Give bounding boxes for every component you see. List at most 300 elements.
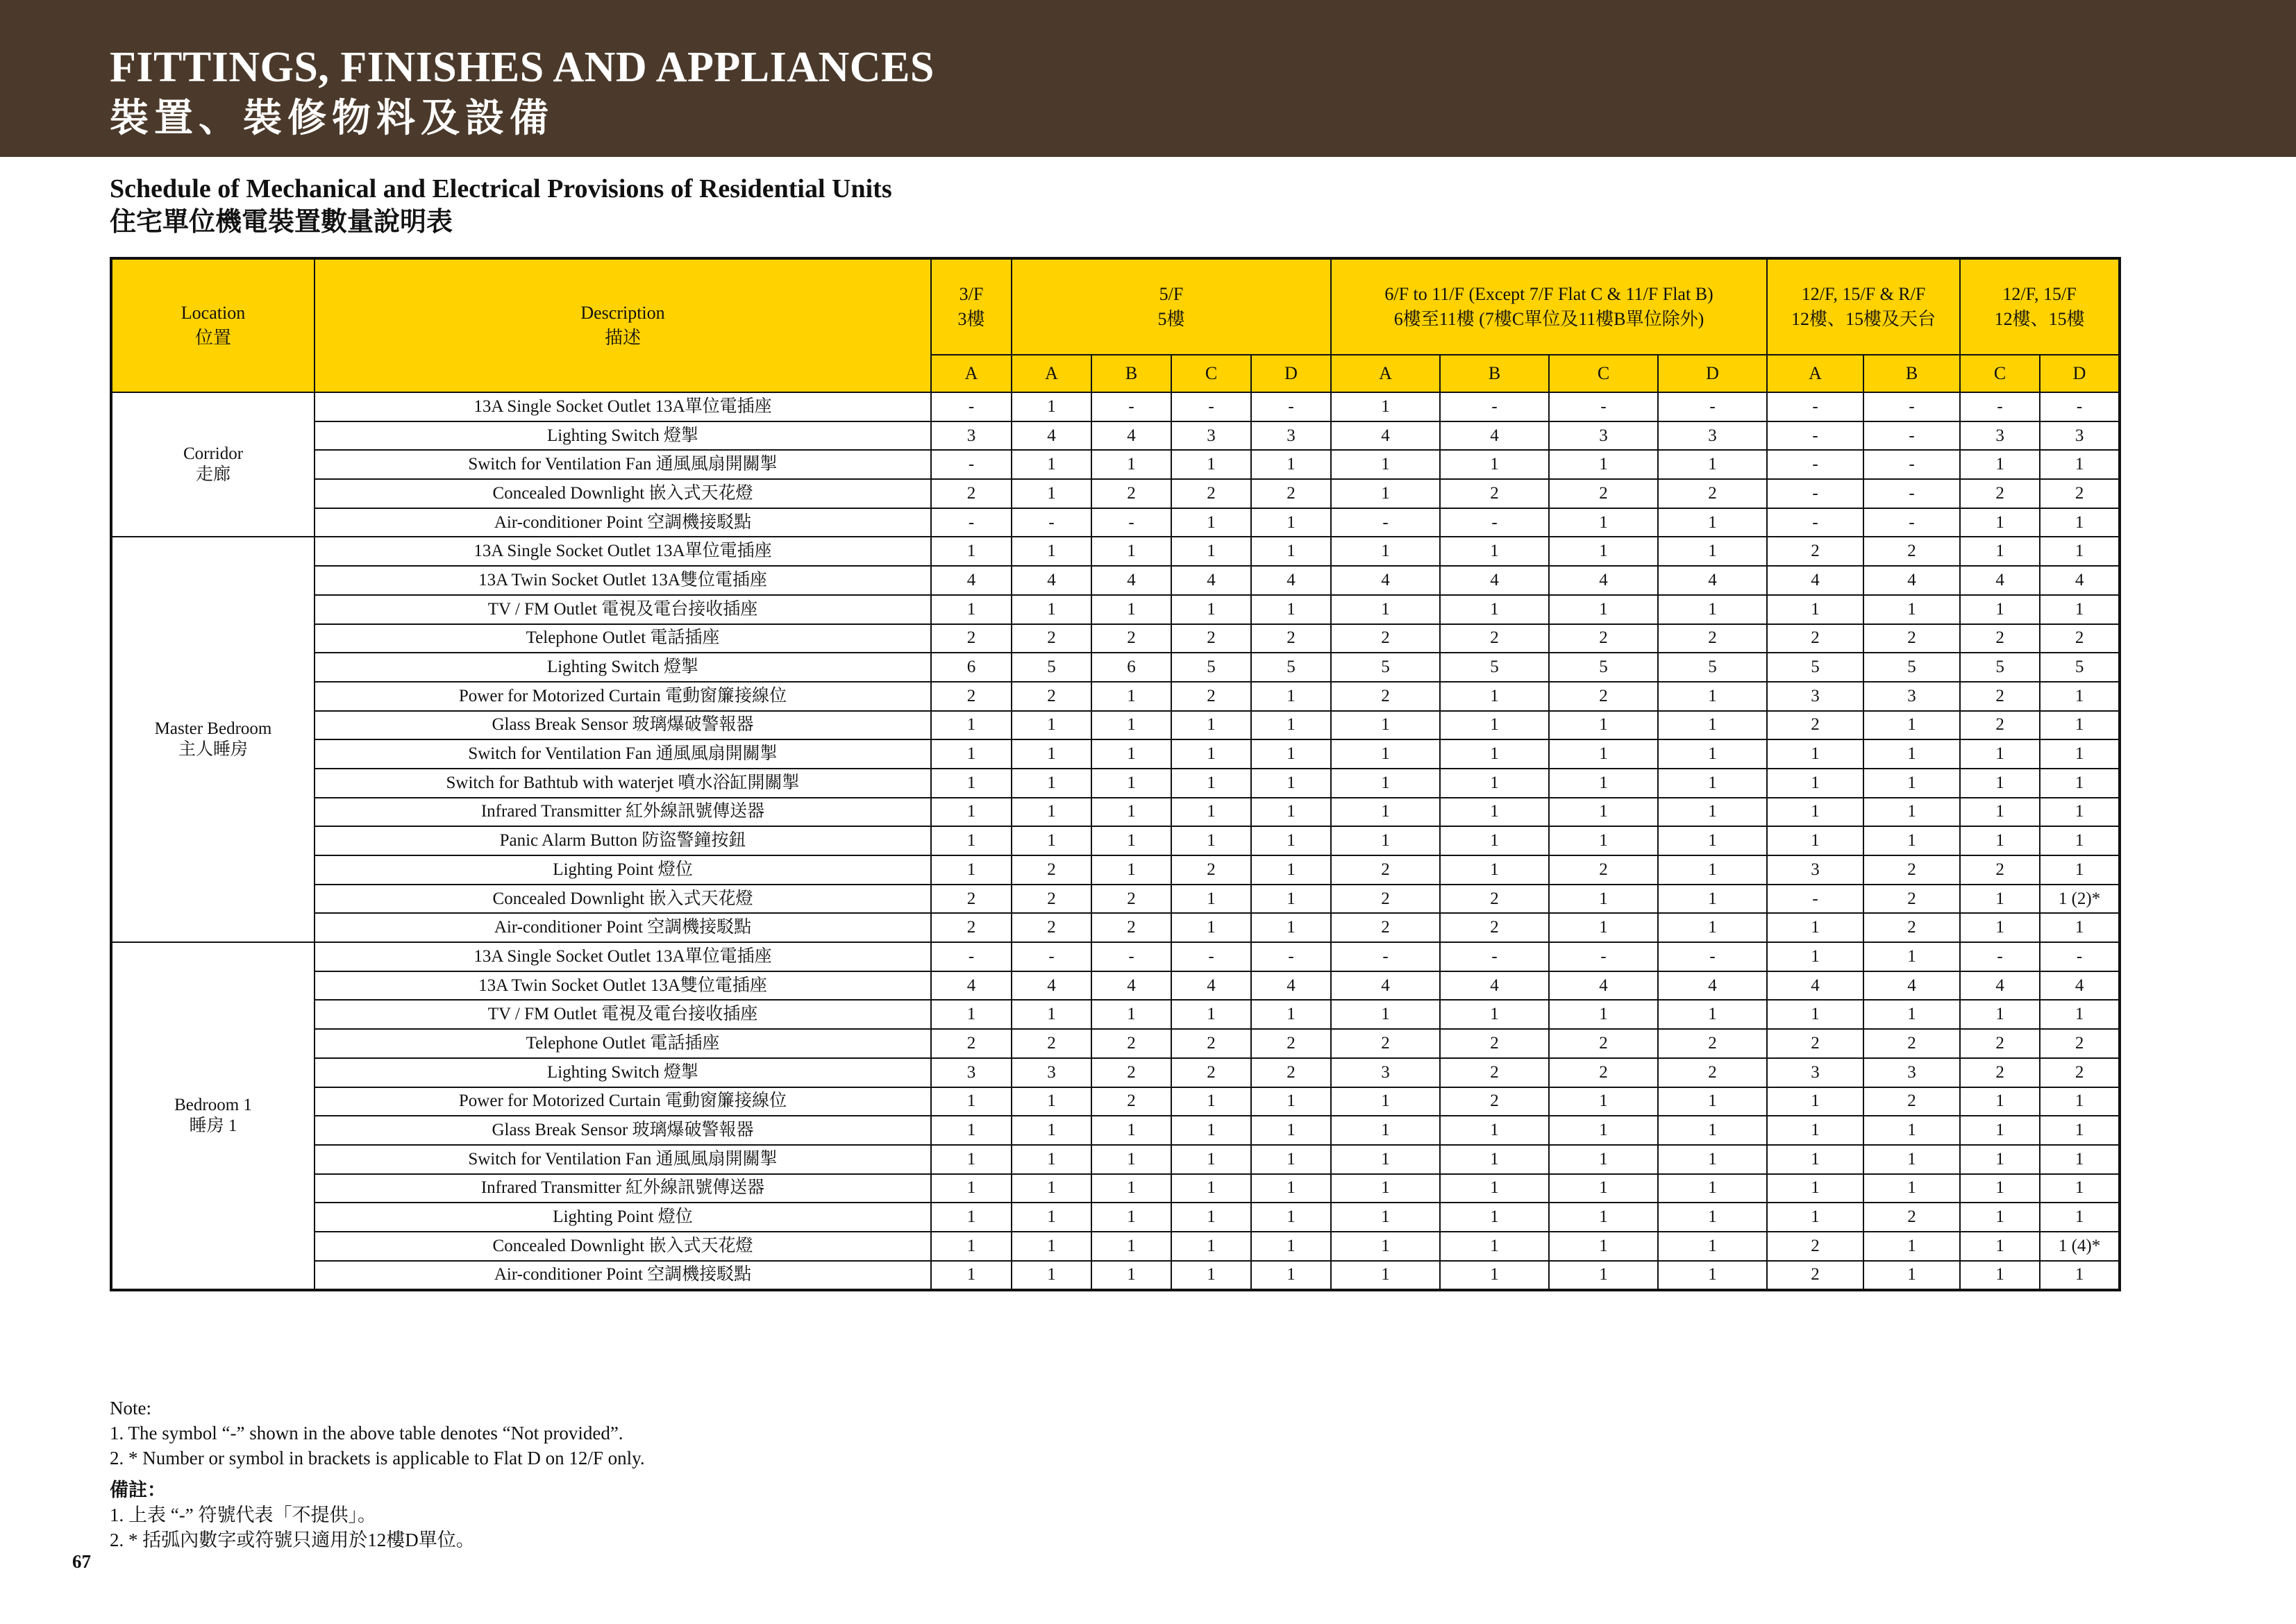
value-cell: 1 xyxy=(931,826,1012,855)
value-cell: 1 xyxy=(1251,1203,1331,1232)
value-cell: - xyxy=(1767,392,1863,421)
value-cell: 1 xyxy=(1658,450,1767,479)
value-cell: 4 xyxy=(1331,421,1440,451)
value-cell: 3 xyxy=(1549,421,1658,451)
value-cell: 2 xyxy=(1171,1029,1251,1058)
value-cell: 1 xyxy=(1863,798,1960,827)
value-cell: 1 xyxy=(1440,1261,1549,1291)
value-cell: 1 xyxy=(1251,595,1331,624)
value-cell: 1 xyxy=(1658,595,1767,624)
value-cell: 1 xyxy=(1767,826,1863,855)
value-cell: 1 xyxy=(1863,826,1960,855)
value-cell: 1 xyxy=(931,798,1012,827)
value-cell: 3 xyxy=(2040,421,2120,451)
value-cell: 2 xyxy=(1331,1029,1440,1058)
table-row xyxy=(111,1261,2120,1291)
value-cell: 1 xyxy=(1251,1145,1331,1174)
value-cell: 1 xyxy=(1091,1261,1171,1291)
value-cell: 1 xyxy=(1549,1174,1658,1203)
table-row xyxy=(111,595,2120,624)
value-cell: 2 xyxy=(1440,479,1549,508)
value-cell: 3 xyxy=(1171,421,1251,451)
value-cell: 1 xyxy=(1960,1261,2040,1291)
value-cell: 4 xyxy=(1012,971,1091,1001)
value-cell: 2 xyxy=(1440,1029,1549,1058)
value-cell: 1 xyxy=(1767,1000,1863,1029)
value-cell: 1 xyxy=(1091,450,1171,479)
value-cell: 1 xyxy=(1091,1174,1171,1203)
value-cell: 1 xyxy=(1549,711,1658,740)
flat-header: B xyxy=(1091,355,1171,392)
value-cell: 3 xyxy=(931,1058,1012,1087)
value-cell: 1 xyxy=(1171,1116,1251,1145)
value-cell: 2 xyxy=(1549,1058,1658,1087)
value-cell: 1 xyxy=(1549,769,1658,798)
value-cell: 1 xyxy=(1331,739,1440,769)
value-cell: 1 xyxy=(1658,885,1767,914)
value-cell: 1 xyxy=(1171,913,1251,942)
flat-header: D xyxy=(2040,355,2120,392)
value-cell: 2 xyxy=(1863,1087,1960,1116)
schedule-subtitle xyxy=(110,172,892,239)
value-cell: 2 xyxy=(1091,1058,1171,1087)
page-title-zh: 裝置、裝修物料及設備 xyxy=(110,97,554,140)
value-cell: 1 xyxy=(1549,595,1658,624)
value-cell: - xyxy=(1331,508,1440,537)
value-cell: 1 xyxy=(1251,798,1331,827)
value-cell: 4 xyxy=(1863,971,1960,1001)
value-cell: 2 xyxy=(1863,1203,1960,1232)
value-cell: 1 xyxy=(931,1116,1012,1145)
value-cell: 1 xyxy=(1549,1087,1658,1116)
value-cell: 1 xyxy=(1863,942,1960,971)
value-cell: 4 xyxy=(1012,566,1091,595)
value-cell: 2 xyxy=(1440,1058,1549,1087)
value-cell: 2 xyxy=(1251,1058,1331,1087)
table-row xyxy=(111,421,2120,451)
value-cell: - xyxy=(1960,392,2040,421)
value-cell: 1 xyxy=(1171,826,1251,855)
value-cell: 1 xyxy=(1658,1261,1767,1291)
value-cell: 4 xyxy=(1658,971,1767,1001)
value-cell: 1 xyxy=(931,1145,1012,1174)
value-cell: 2 xyxy=(1091,1087,1171,1116)
value-cell: 3 xyxy=(1863,682,1960,711)
table-row xyxy=(111,885,2120,914)
value-cell: 1 xyxy=(1767,798,1863,827)
floor-group-header: 5/F 5樓 xyxy=(1012,258,1331,355)
value-cell: 2 xyxy=(1767,537,1863,566)
value-cell: 1 xyxy=(1331,1116,1440,1145)
table-row xyxy=(111,450,2120,479)
table-row xyxy=(111,1145,2120,1174)
value-cell: 4 xyxy=(2040,566,2120,595)
value-cell: 1 xyxy=(1440,595,1549,624)
value-cell: - xyxy=(1171,392,1251,421)
value-cell: - xyxy=(1171,942,1251,971)
value-cell: 2 xyxy=(1658,1058,1767,1087)
table-row xyxy=(111,1232,2120,1261)
description-cell: Switch for Ventilation Fan 通風風扇開關掣 xyxy=(315,739,931,769)
value-cell: 2 xyxy=(931,682,1012,711)
table-row xyxy=(111,682,2120,711)
value-cell: 1 xyxy=(1767,1145,1863,1174)
value-cell: 2 xyxy=(2040,1029,2120,1058)
value-cell: 1 xyxy=(1440,450,1549,479)
value-cell: 4 xyxy=(931,971,1012,1001)
value-cell: 1 xyxy=(1549,1000,1658,1029)
value-cell: 1 xyxy=(1549,798,1658,827)
value-cell: 4 xyxy=(1767,566,1863,595)
table-row xyxy=(111,1203,2120,1232)
description-cell: Power for Motorized Curtain 電動窗簾接線位 xyxy=(315,682,931,711)
floor-group-header: 12/F, 15/F & R/F 12樓、15樓及天台 xyxy=(1767,258,1960,355)
table-row xyxy=(111,1087,2120,1116)
description-cell: Air-conditioner Point 空調機接駁點 xyxy=(315,913,931,942)
value-cell: 1 xyxy=(1012,711,1091,740)
value-cell: 5 xyxy=(1549,653,1658,682)
value-cell: 1 xyxy=(1171,1261,1251,1291)
notes-heading-zh: 備註： xyxy=(110,1480,166,1500)
value-cell: 1 xyxy=(1658,508,1767,537)
value-cell: 1 xyxy=(1960,885,2040,914)
value-cell: 1 xyxy=(1658,1174,1767,1203)
description-cell: Telephone Outlet 電話插座 xyxy=(315,1029,931,1058)
value-cell: 1 xyxy=(1012,1232,1091,1261)
provisions-table xyxy=(110,257,2121,1291)
value-cell: 2 xyxy=(2040,479,2120,508)
value-cell: 4 xyxy=(1251,566,1331,595)
value-cell: 1 xyxy=(1251,913,1331,942)
value-cell: 1 xyxy=(2040,508,2120,537)
value-cell: 1 xyxy=(1331,769,1440,798)
value-cell: 1 xyxy=(1331,479,1440,508)
value-cell: 4 xyxy=(1331,566,1440,595)
value-cell: 2 xyxy=(1251,1029,1331,1058)
value-cell: 1 xyxy=(1251,682,1331,711)
value-cell: 4 xyxy=(1440,566,1549,595)
value-cell: 1 xyxy=(1171,1232,1251,1261)
value-cell: 1 xyxy=(2040,769,2120,798)
description-cell: Air-conditioner Point 空調機接駁點 xyxy=(315,1261,931,1291)
value-cell: 1 xyxy=(1331,1000,1440,1029)
value-cell: 3 xyxy=(1012,1058,1091,1087)
value-cell: 1 xyxy=(1960,1232,2040,1261)
value-cell: 1 xyxy=(1331,537,1440,566)
value-cell: 1 (2)* xyxy=(2040,885,2120,914)
value-cell: 1 xyxy=(1440,682,1549,711)
flat-header: C xyxy=(1171,355,1251,392)
value-cell: 1 xyxy=(1863,711,1960,740)
value-cell: 1 xyxy=(1012,769,1091,798)
value-cell: 1 xyxy=(931,739,1012,769)
table-row xyxy=(111,942,2120,971)
value-cell: 2 xyxy=(1331,855,1440,885)
value-cell: 1 xyxy=(1549,537,1658,566)
value-cell: 4 xyxy=(1549,566,1658,595)
value-cell: 2 xyxy=(2040,624,2120,653)
value-cell: - xyxy=(1767,450,1863,479)
value-cell: 1 xyxy=(1767,1116,1863,1145)
value-cell: 1 xyxy=(1251,1116,1331,1145)
description-cell: Lighting Switch 燈掣 xyxy=(315,1058,931,1087)
value-cell: 1 xyxy=(1012,1261,1091,1291)
value-cell: 1 xyxy=(1012,1145,1091,1174)
value-cell: 1 xyxy=(1012,1174,1091,1203)
value-cell: 1 xyxy=(1091,1232,1171,1261)
value-cell: 1 xyxy=(2040,450,2120,479)
description-cell: 13A Single Socket Outlet 13A單位電插座 xyxy=(315,392,931,421)
note-zh-2: 2. * 括弧內數字或符號只適用於12樓D單位。 xyxy=(110,1530,475,1550)
value-cell: 1 xyxy=(1091,1000,1171,1029)
notes xyxy=(110,1396,645,1552)
value-cell: 1 xyxy=(1251,739,1331,769)
value-cell: 1 xyxy=(1549,450,1658,479)
value-cell: 1 xyxy=(1331,711,1440,740)
description-cell: Lighting Switch 燈掣 xyxy=(315,421,931,451)
value-cell: - xyxy=(1012,942,1091,971)
value-cell: - xyxy=(1767,479,1863,508)
value-cell: 1 xyxy=(1091,682,1171,711)
value-cell: 1 xyxy=(1171,1203,1251,1232)
value-cell: 1 xyxy=(1251,450,1331,479)
description-cell: Switch for Ventilation Fan 通風風扇開關掣 xyxy=(315,1145,931,1174)
value-cell: 5 xyxy=(1331,653,1440,682)
value-cell: - xyxy=(1549,392,1658,421)
value-cell: 1 xyxy=(1171,508,1251,537)
subtitle-zh: 住宅單位機電裝置數量說明表 xyxy=(110,208,453,237)
value-cell: 1 xyxy=(1012,479,1091,508)
value-cell: 2 xyxy=(1171,855,1251,885)
value-cell: 1 xyxy=(1171,1087,1251,1116)
value-cell: 1 xyxy=(1251,855,1331,885)
value-cell: 2 xyxy=(2040,1058,2120,1087)
value-cell: 1 xyxy=(1171,537,1251,566)
value-cell: 1 xyxy=(1171,1145,1251,1174)
value-cell: 1 xyxy=(2040,1174,2120,1203)
value-cell: 4 xyxy=(1440,971,1549,1001)
value-cell: 2 xyxy=(1863,855,1960,885)
value-cell: 1 xyxy=(1251,508,1331,537)
description-cell: Panic Alarm Button 防盜警鐘按鈕 xyxy=(315,826,931,855)
description-cell: 13A Single Socket Outlet 13A單位電插座 xyxy=(315,942,931,971)
flat-header: B xyxy=(1863,355,1960,392)
value-cell: 1 xyxy=(1440,1145,1549,1174)
value-cell: 1 xyxy=(1091,1203,1171,1232)
value-cell: 1 xyxy=(1171,595,1251,624)
value-cell: 1 xyxy=(1549,508,1658,537)
value-cell: 1 xyxy=(1863,1232,1960,1261)
table-row xyxy=(111,711,2120,740)
value-cell: 1 xyxy=(1658,711,1767,740)
value-cell: 2 xyxy=(1549,479,1658,508)
note-en-1: 1. The symbol “-” shown in the above table denotes “Not provided”. xyxy=(110,1423,623,1443)
value-cell: 2 xyxy=(1549,1029,1658,1058)
value-cell: - xyxy=(2040,392,2120,421)
value-cell: 2 xyxy=(1549,855,1658,885)
value-cell: - xyxy=(1440,392,1549,421)
value-cell: 1 xyxy=(1331,1203,1440,1232)
value-cell: 1 xyxy=(1960,769,2040,798)
value-cell: 2 xyxy=(1658,479,1767,508)
value-cell: 1 xyxy=(1549,913,1658,942)
value-cell: 1 xyxy=(1091,1116,1171,1145)
value-cell: 2 xyxy=(1012,1029,1091,1058)
value-cell: 2 xyxy=(1331,913,1440,942)
value-cell: 1 xyxy=(1171,769,1251,798)
value-cell: 1 xyxy=(1171,1000,1251,1029)
value-cell: 1 xyxy=(1658,682,1767,711)
value-cell: 5 xyxy=(2040,653,2120,682)
value-cell: 2 xyxy=(1960,682,2040,711)
value-cell: - xyxy=(931,450,1012,479)
value-cell: - xyxy=(1767,885,1863,914)
value-cell: 1 xyxy=(931,855,1012,885)
table-row xyxy=(111,479,2120,508)
value-cell: 1 xyxy=(1091,798,1171,827)
value-cell: 1 xyxy=(1960,826,2040,855)
value-cell: 1 xyxy=(1331,1232,1440,1261)
value-cell: 1 xyxy=(1863,1174,1960,1203)
description-cell: TV / FM Outlet 電視及電台接收插座 xyxy=(315,1000,931,1029)
value-cell: 2 xyxy=(1171,1058,1251,1087)
value-cell: 1 xyxy=(1091,595,1171,624)
value-cell: 5 xyxy=(1767,653,1863,682)
value-cell: 1 xyxy=(2040,1261,2120,1291)
value-cell: 1 xyxy=(2040,1203,2120,1232)
value-cell: 1 xyxy=(1012,1203,1091,1232)
value-cell: 1 xyxy=(1960,798,2040,827)
value-cell: 1 xyxy=(1960,739,2040,769)
value-cell: 1 xyxy=(1863,1116,1960,1145)
flat-header: C xyxy=(1960,355,2040,392)
value-cell: 2 xyxy=(1331,624,1440,653)
value-cell: 1 xyxy=(1549,885,1658,914)
value-cell: 4 xyxy=(1171,971,1251,1001)
value-cell: 1 xyxy=(1658,739,1767,769)
value-cell: 1 xyxy=(1549,826,1658,855)
description-cell: Switch for Ventilation Fan 通風風扇開關掣 xyxy=(315,450,931,479)
value-cell: 3 xyxy=(1863,1058,1960,1087)
value-cell: 4 xyxy=(931,566,1012,595)
value-cell: 1 xyxy=(1767,942,1863,971)
note-zh-1: 1. 上表 “-” 符號代表「不提供」。 xyxy=(110,1505,376,1525)
table-row xyxy=(111,971,2120,1001)
value-cell: 1 xyxy=(1091,739,1171,769)
value-cell: 1 xyxy=(1767,769,1863,798)
value-cell: 1 xyxy=(1863,1261,1960,1291)
value-cell: 2 xyxy=(1331,682,1440,711)
description-cell: Concealed Downlight 嵌入式天花燈 xyxy=(315,1232,931,1261)
table-row xyxy=(111,913,2120,942)
value-cell: 1 xyxy=(1658,769,1767,798)
value-cell: 4 xyxy=(1091,971,1171,1001)
value-cell: 1 xyxy=(1331,1087,1440,1116)
value-cell: 1 xyxy=(1658,1116,1767,1145)
value-cell: 1 xyxy=(2040,682,2120,711)
value-cell: 1 xyxy=(1012,1087,1091,1116)
value-cell: 1 xyxy=(1960,1145,2040,1174)
description-cell: Glass Break Sensor 玻璃爆破警報器 xyxy=(315,711,931,740)
value-cell: 1 xyxy=(1251,1261,1331,1291)
value-cell: 1 xyxy=(1440,1203,1549,1232)
value-cell: 2 xyxy=(931,885,1012,914)
value-cell: 1 xyxy=(1960,508,2040,537)
value-cell: 1 xyxy=(931,1087,1012,1116)
description-cell: Infrared Transmitter 紅外線訊號傳送器 xyxy=(315,798,931,827)
value-cell: 1 xyxy=(1012,392,1091,421)
value-cell: 1 xyxy=(1251,711,1331,740)
value-cell: 1 xyxy=(1863,769,1960,798)
note-en-2: 2. * Number or symbol in brackets is applicable to Flat D on 12/F only. xyxy=(110,1448,645,1468)
value-cell: - xyxy=(1091,508,1171,537)
value-cell: 2 xyxy=(1549,624,1658,653)
value-cell: 1 xyxy=(1767,1087,1863,1116)
subtitle-en: Schedule of Mechanical and Electrical Provisions of Residential Units xyxy=(110,174,892,203)
value-cell: 1 xyxy=(1440,1116,1549,1145)
value-cell: 2 xyxy=(1960,1058,2040,1087)
value-cell: - xyxy=(1863,421,1960,451)
table-row xyxy=(111,566,2120,595)
notes-heading-en: Note: xyxy=(110,1398,151,1418)
value-cell: 1 xyxy=(1012,826,1091,855)
flat-header: A xyxy=(931,355,1012,392)
value-cell: 2 xyxy=(1440,885,1549,914)
value-cell: 2 xyxy=(1549,682,1658,711)
value-cell: 2 xyxy=(1331,885,1440,914)
value-cell: 1 xyxy=(1440,798,1549,827)
value-cell: 4 xyxy=(1767,971,1863,1001)
value-cell: 4 xyxy=(1658,566,1767,595)
value-cell: 1 xyxy=(1960,450,2040,479)
value-cell: 1 xyxy=(2040,826,2120,855)
value-cell: 1 xyxy=(1960,1174,2040,1203)
value-cell: 1 xyxy=(2040,855,2120,885)
page-number: 67 xyxy=(72,1551,91,1572)
description-cell: TV / FM Outlet 電視及電台接收插座 xyxy=(315,595,931,624)
value-cell: 1 xyxy=(1658,855,1767,885)
value-cell: 2 xyxy=(931,479,1012,508)
value-cell: 1 xyxy=(931,1261,1012,1291)
value-cell: 2 xyxy=(1012,885,1091,914)
value-cell: 1 xyxy=(1012,450,1091,479)
value-cell: 5 xyxy=(1960,653,2040,682)
value-cell: 1 xyxy=(931,711,1012,740)
value-cell: - xyxy=(1331,942,1440,971)
value-cell: 2 xyxy=(931,913,1012,942)
description-cell: 13A Twin Socket Outlet 13A雙位電插座 xyxy=(315,566,931,595)
table-row xyxy=(111,537,2120,566)
value-cell: 1 xyxy=(1863,739,1960,769)
value-cell: - xyxy=(1091,392,1171,421)
value-cell: 1 xyxy=(1960,1087,2040,1116)
value-cell: 1 xyxy=(2040,913,2120,942)
value-cell: 4 xyxy=(1863,566,1960,595)
flat-header: A xyxy=(1012,355,1091,392)
value-cell: 1 xyxy=(1767,1203,1863,1232)
value-cell: 1 xyxy=(1091,855,1171,885)
value-cell: 1 xyxy=(1251,826,1331,855)
value-cell: 1 xyxy=(1331,392,1440,421)
value-cell: 1 xyxy=(1440,855,1549,885)
flat-header: A xyxy=(1331,355,1440,392)
value-cell: 1 xyxy=(1091,711,1171,740)
value-cell: 3 xyxy=(1658,421,1767,451)
value-cell: 1 xyxy=(1012,537,1091,566)
value-cell: 1 xyxy=(1331,1174,1440,1203)
value-cell: 1 (4)* xyxy=(2040,1232,2120,1261)
value-cell: 2 xyxy=(1171,479,1251,508)
